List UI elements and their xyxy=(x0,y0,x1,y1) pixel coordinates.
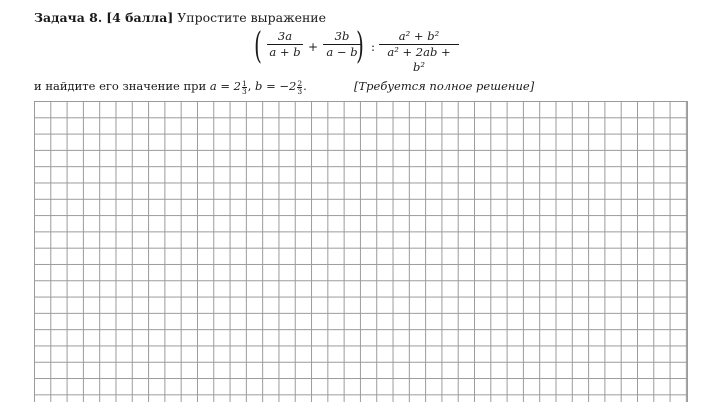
b-fraction: $\frac{2}{3}$ xyxy=(297,78,303,96)
plus-sign: + xyxy=(308,40,319,54)
task-instruction: Упростите выражение xyxy=(177,10,327,25)
condition-text: и найдите его значение при xyxy=(34,79,207,93)
task-number: Задача 8. xyxy=(34,10,103,25)
fraction-3b: $\frac{3b}{a - b}$ xyxy=(323,29,361,60)
task-points: [4 балла] xyxy=(106,10,174,25)
left-paren: ( xyxy=(254,26,262,67)
divide-sign: : xyxy=(371,40,376,54)
right-paren: ) xyxy=(356,26,364,67)
task-header xyxy=(34,10,326,26)
a-fraction: $\frac{1}{3}$ xyxy=(241,78,247,96)
a-value: a = 2 xyxy=(209,79,241,93)
fraction-3a: $\frac{3a}{a + b}$ xyxy=(267,29,303,60)
answer-grid[interactable] xyxy=(34,101,688,402)
fraction-sum-squares: $\frac{\text{a² + b²}}{\text{a² + 2ab + b²}}$ xyxy=(379,29,459,60)
full-solution-note: [Требуется полное решение] xyxy=(354,79,535,93)
condition-line: и найдите его значение при a = 2 $\frac{1}{3}$ , b = −2 $\frac{2}{3}$ . xyxy=(34,78,307,96)
b-value: b = −2 xyxy=(255,79,297,93)
